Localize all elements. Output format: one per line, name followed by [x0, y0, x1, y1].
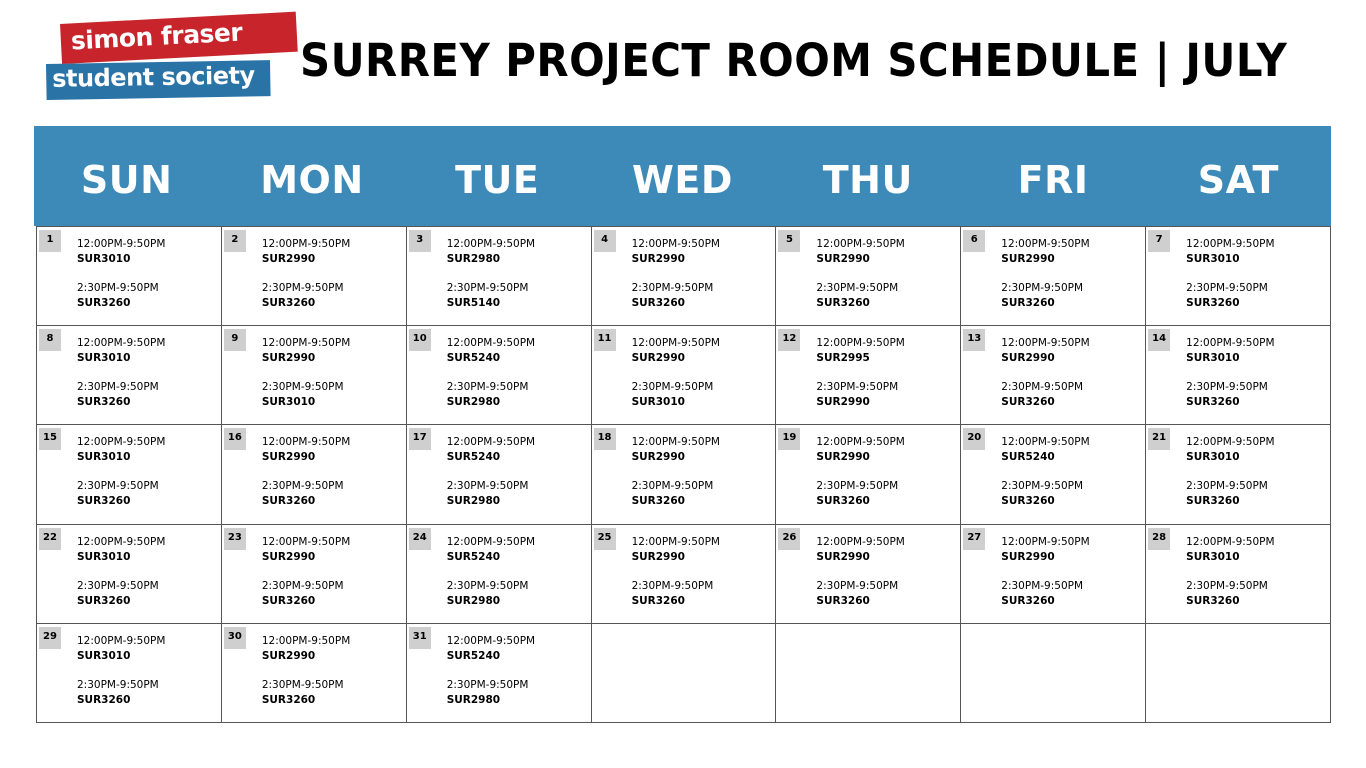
booking-room: SUR3010 — [77, 253, 131, 265]
logo-line-2: student society — [52, 61, 255, 93]
sfss-logo — [46, 17, 276, 104]
date-number: 31 — [409, 627, 431, 649]
booking-slot — [447, 579, 529, 609]
day-cell — [592, 425, 777, 524]
booking-slot — [632, 237, 720, 267]
booking-room: SUR3260 — [1186, 594, 1240, 607]
booking-time: 12:00PM-9:50PM — [1186, 238, 1275, 250]
date-number: 18 — [594, 428, 616, 450]
booking-slot — [1001, 237, 1089, 267]
date-number: 12 — [778, 329, 800, 351]
date-number: 25 — [594, 528, 616, 550]
booking-room: SUR3260 — [261, 693, 316, 706]
day-cell — [37, 425, 222, 524]
booking-time: 2:30PM-9:50PM — [77, 381, 159, 394]
booking-room: SUR2990 — [1001, 550, 1055, 563]
date-number: 15 — [39, 428, 61, 450]
booking-time: 12:00PM-9:50PM — [816, 535, 905, 548]
booking-slot — [447, 535, 535, 565]
date-number: 17 — [409, 428, 431, 450]
booking-room: SUR3010 — [77, 550, 131, 563]
booking-time: 2:30PM-9:50PM — [816, 381, 899, 394]
booking-room: SUR3260 — [77, 495, 131, 508]
weekday-tue: TUE — [455, 158, 540, 202]
booking-room: SUR3260 — [77, 594, 131, 607]
booking-slot — [77, 479, 159, 509]
booking-time: 12:00PM-9:50PM — [261, 535, 351, 548]
booking-slot — [816, 281, 898, 311]
booking-slot — [1186, 579, 1268, 609]
booking-time: 12:00PM-9:50PM — [1186, 337, 1275, 350]
page-title: SURREY PROJECT ROOM SCHEDULE | JULY — [300, 34, 1288, 87]
booking-room: SUR2995 — [816, 352, 870, 365]
booking-room: SUR3010 — [1186, 451, 1240, 464]
date-number: 20 — [963, 428, 985, 450]
empty-day-cell — [1146, 624, 1331, 723]
booking-slot — [816, 579, 898, 609]
booking-room: SUR3260 — [631, 594, 685, 607]
booking-room: SUR2990 — [631, 451, 685, 464]
day-cell — [37, 624, 222, 723]
booking-slot — [447, 678, 529, 708]
booking-room: SUR2990 — [816, 253, 870, 265]
booking-slot — [632, 435, 720, 465]
booking-time: 12:00PM-9:50PM — [1001, 238, 1090, 250]
booking-room: SUR3260 — [77, 693, 131, 706]
booking-time: 2:30PM-9:50PM — [631, 381, 714, 394]
booking-slot — [447, 380, 529, 410]
booking-time: 12:00PM-9:50PM — [631, 436, 720, 449]
day-cell — [222, 525, 407, 624]
booking-room: SUR3010 — [77, 649, 131, 662]
day-cell — [1146, 326, 1331, 425]
booking-time: 2:30PM-9:50PM — [446, 579, 529, 592]
booking-time: 12:00PM-9:50PM — [816, 238, 905, 250]
booking-room: SUR3010 — [631, 396, 685, 409]
booking-slot — [262, 479, 344, 509]
booking-time: 2:30PM-9:50PM — [816, 579, 899, 592]
logo-line-1: simon fraser — [70, 17, 243, 56]
booking-time: 12:00PM-9:50PM — [446, 634, 536, 647]
day-cell — [961, 525, 1146, 624]
day-cell — [37, 525, 222, 624]
booking-slot — [816, 435, 904, 465]
day-cell — [961, 227, 1146, 326]
booking-slot — [262, 579, 344, 609]
booking-time: 12:00PM-9:50PM — [1001, 436, 1090, 449]
booking-slot — [262, 281, 344, 311]
booking-slot — [632, 579, 714, 609]
day-cell — [222, 425, 407, 524]
booking-room: SUR2990 — [816, 550, 870, 563]
booking-room: SUR2980 — [446, 693, 501, 706]
booking-room: SUR3260 — [261, 297, 316, 309]
booking-room: SUR2980 — [446, 495, 501, 508]
booking-slot — [447, 336, 535, 366]
booking-slot — [1186, 535, 1274, 565]
booking-slot — [77, 678, 159, 708]
booking-time: 12:00PM-9:50PM — [261, 436, 351, 449]
date-number: 9 — [224, 329, 246, 351]
day-cell — [222, 227, 407, 326]
booking-time: 2:30PM-9:50PM — [1001, 381, 1084, 394]
date-number: 2 — [224, 230, 246, 252]
booking-room: SUR3010 — [261, 396, 316, 409]
day-cell — [407, 326, 592, 425]
booking-slot — [447, 281, 529, 311]
date-number: 7 — [1148, 230, 1170, 252]
date-number: 14 — [1148, 329, 1170, 351]
booking-time: 2:30PM-9:50PM — [816, 282, 899, 294]
booking-slot — [1001, 479, 1083, 509]
booking-room: SUR3260 — [77, 297, 131, 309]
date-number: 22 — [39, 528, 61, 550]
booking-slot — [262, 237, 350, 267]
booking-slot — [632, 479, 714, 509]
booking-time: 12:00PM-9:50PM — [446, 238, 536, 250]
date-number: 23 — [224, 528, 246, 550]
booking-time: 2:30PM-9:50PM — [631, 282, 714, 294]
booking-time: 12:00PM-9:50PM — [77, 634, 166, 647]
date-number: 24 — [409, 528, 431, 550]
booking-slot — [447, 479, 529, 509]
booking-room: SUR5240 — [446, 649, 501, 662]
day-cell — [407, 227, 592, 326]
booking-slot — [816, 380, 898, 410]
booking-time: 12:00PM-9:50PM — [77, 535, 166, 548]
booking-room: SUR3260 — [1186, 396, 1240, 409]
booking-time: 12:00PM-9:50PM — [1186, 535, 1275, 548]
empty-day-cell — [776, 624, 961, 723]
date-number: 27 — [963, 528, 985, 550]
booking-room: SUR3010 — [77, 451, 131, 464]
booking-slot — [1186, 435, 1274, 465]
booking-room: SUR2990 — [261, 649, 316, 662]
booking-time: 2:30PM-9:50PM — [446, 678, 529, 691]
booking-time: 2:30PM-9:50PM — [631, 579, 714, 592]
booking-time: 2:30PM-9:50PM — [261, 480, 344, 493]
booking-room: SUR2990 — [631, 352, 685, 365]
booking-room: SUR3260 — [261, 594, 316, 607]
booking-room: SUR3260 — [1001, 396, 1055, 409]
booking-room: SUR3260 — [816, 594, 870, 607]
booking-time: 2:30PM-9:50PM — [1001, 282, 1084, 294]
booking-room: SUR2990 — [631, 253, 685, 265]
booking-slot — [1001, 336, 1089, 366]
booking-slot — [262, 380, 344, 410]
booking-room: SUR3010 — [77, 352, 131, 365]
booking-room: SUR5140 — [446, 297, 501, 309]
weekday-sun: SUN — [80, 158, 173, 202]
booking-slot — [77, 380, 159, 410]
day-cell — [592, 326, 777, 425]
booking-room: SUR3260 — [816, 495, 870, 508]
booking-slot — [262, 678, 344, 708]
booking-time: 2:30PM-9:50PM — [1186, 579, 1268, 592]
booking-slot — [816, 336, 904, 366]
day-cell — [1146, 525, 1331, 624]
logo-bottom-band — [46, 60, 271, 100]
booking-time: 12:00PM-9:50PM — [446, 535, 536, 548]
weekday-sat: SAT — [1197, 158, 1279, 202]
date-number: 6 — [963, 230, 985, 252]
booking-slot — [262, 634, 350, 664]
booking-slot — [816, 237, 904, 267]
day-cell — [222, 624, 407, 723]
booking-slot — [1001, 435, 1089, 465]
booking-room: SUR2990 — [261, 550, 316, 563]
day-cell — [592, 525, 777, 624]
day-cell — [407, 525, 592, 624]
booking-time: 2:30PM-9:50PM — [77, 678, 159, 691]
booking-time: 2:30PM-9:50PM — [446, 381, 529, 394]
booking-time: 2:30PM-9:50PM — [631, 480, 714, 493]
day-cell — [961, 425, 1146, 524]
booking-time: 12:00PM-9:50PM — [816, 436, 905, 449]
booking-slot — [1001, 380, 1083, 410]
booking-slot — [816, 535, 904, 565]
booking-slot — [77, 579, 159, 609]
date-number: 4 — [594, 230, 616, 252]
booking-room: SUR2990 — [1001, 352, 1055, 365]
booking-room: SUR5240 — [446, 550, 501, 563]
weekday-mon: MON — [260, 158, 364, 202]
booking-time: 12:00PM-9:50PM — [1186, 436, 1275, 449]
booking-room: SUR2990 — [261, 352, 316, 365]
booking-slot — [262, 435, 350, 465]
booking-room: SUR3260 — [77, 396, 131, 409]
booking-slot — [262, 336, 350, 366]
weekday-header — [34, 126, 1331, 226]
booking-time: 12:00PM-9:50PM — [261, 238, 351, 250]
booking-room: SUR5240 — [446, 451, 501, 464]
schedule-calendar — [36, 126, 1331, 723]
date-number: 8 — [39, 329, 61, 351]
day-cell — [222, 326, 407, 425]
logo-top-band — [60, 12, 298, 64]
day-cell — [776, 326, 961, 425]
booking-room: SUR3260 — [631, 297, 685, 309]
booking-time: 12:00PM-9:50PM — [1001, 535, 1090, 548]
booking-slot — [1186, 336, 1274, 366]
date-number: 10 — [409, 329, 431, 351]
booking-time: 12:00PM-9:50PM — [631, 238, 720, 250]
booking-slot — [1186, 281, 1268, 311]
booking-time: 2:30PM-9:50PM — [77, 282, 159, 294]
booking-room: SUR2990 — [631, 550, 685, 563]
booking-room: SUR3010 — [1186, 253, 1240, 265]
booking-room: SUR3260 — [1186, 495, 1240, 508]
booking-time: 12:00PM-9:50PM — [77, 337, 166, 350]
booking-slot — [632, 281, 714, 311]
booking-slot — [447, 237, 535, 267]
empty-day-cell — [961, 624, 1146, 723]
booking-room: SUR2990 — [1001, 253, 1055, 265]
booking-time: 12:00PM-9:50PM — [446, 436, 536, 449]
date-number: 30 — [224, 627, 246, 649]
booking-room: SUR2980 — [446, 594, 501, 607]
booking-room: SUR3260 — [1186, 297, 1240, 309]
booking-time: 2:30PM-9:50PM — [816, 480, 899, 493]
booking-slot — [1001, 579, 1083, 609]
booking-room: SUR3260 — [1001, 594, 1055, 607]
booking-slot — [447, 435, 535, 465]
day-cell — [776, 227, 961, 326]
date-number: 1 — [39, 230, 61, 252]
booking-slot — [77, 336, 165, 366]
booking-room: SUR2990 — [816, 396, 870, 409]
booking-slot — [77, 435, 165, 465]
booking-time: 12:00PM-9:50PM — [631, 337, 720, 350]
day-cell — [407, 425, 592, 524]
booking-time: 12:00PM-9:50PM — [446, 337, 536, 350]
booking-time: 2:30PM-9:50PM — [261, 381, 344, 394]
day-cell — [776, 525, 961, 624]
booking-slot — [447, 634, 535, 664]
booking-slot — [77, 535, 165, 565]
booking-slot — [1001, 281, 1083, 311]
booking-room: SUR5240 — [446, 352, 501, 365]
booking-time: 2:30PM-9:50PM — [77, 480, 159, 493]
booking-slot — [816, 479, 898, 509]
booking-time: 2:30PM-9:50PM — [77, 579, 159, 592]
date-number: 11 — [594, 329, 616, 351]
booking-room: SUR3260 — [1001, 495, 1055, 508]
booking-time: 2:30PM-9:50PM — [1186, 282, 1268, 294]
booking-time: 2:30PM-9:50PM — [261, 282, 344, 294]
booking-room: SUR2990 — [261, 253, 316, 265]
booking-time: 2:30PM-9:50PM — [1186, 381, 1268, 394]
date-number: 21 — [1148, 428, 1170, 450]
day-cell — [776, 425, 961, 524]
booking-slot — [77, 634, 165, 664]
booking-room: SUR2980 — [446, 396, 501, 409]
day-cell — [407, 624, 592, 723]
booking-slot — [632, 380, 714, 410]
booking-time: 12:00PM-9:50PM — [631, 535, 720, 548]
booking-slot — [1186, 479, 1268, 509]
empty-day-cell — [592, 624, 777, 723]
booking-room: SUR3010 — [1186, 550, 1240, 563]
booking-slot — [1186, 380, 1268, 410]
booking-time: 2:30PM-9:50PM — [446, 480, 529, 493]
booking-room: SUR2990 — [816, 451, 870, 464]
day-cell — [37, 326, 222, 425]
day-cell — [37, 227, 222, 326]
date-number: 16 — [224, 428, 246, 450]
booking-room: SUR3260 — [1001, 297, 1055, 309]
day-cell — [592, 227, 777, 326]
booking-time: 12:00PM-9:50PM — [816, 337, 905, 350]
booking-time: 12:00PM-9:50PM — [77, 238, 166, 250]
booking-room: SUR3260 — [816, 297, 870, 309]
booking-time: 2:30PM-9:50PM — [261, 579, 344, 592]
booking-time: 2:30PM-9:50PM — [1001, 579, 1084, 592]
booking-time: 2:30PM-9:50PM — [1186, 480, 1268, 493]
date-number: 28 — [1148, 528, 1170, 550]
date-number: 19 — [778, 428, 800, 450]
booking-slot — [77, 281, 159, 311]
booking-slot — [1186, 237, 1274, 267]
calendar-grid — [36, 226, 1331, 723]
booking-time: 12:00PM-9:50PM — [261, 634, 351, 647]
booking-room: SUR5240 — [1001, 451, 1055, 464]
booking-time: 12:00PM-9:50PM — [1001, 337, 1090, 350]
booking-slot — [1001, 535, 1089, 565]
weekday-thu: THU — [822, 158, 913, 202]
booking-room: SUR3260 — [631, 495, 685, 508]
weekday-fri: FRI — [1017, 158, 1089, 202]
booking-room: SUR3010 — [1186, 352, 1240, 365]
date-number: 29 — [39, 627, 61, 649]
booking-slot — [632, 535, 720, 565]
day-cell — [961, 326, 1146, 425]
booking-slot — [632, 336, 720, 366]
date-number: 13 — [963, 329, 985, 351]
booking-room: SUR3260 — [261, 495, 316, 508]
booking-room: SUR2980 — [446, 253, 501, 265]
day-cell — [1146, 227, 1331, 326]
booking-time: 2:30PM-9:50PM — [1001, 480, 1084, 493]
date-number: 3 — [409, 230, 431, 252]
booking-slot — [77, 237, 165, 267]
booking-time: 2:30PM-9:50PM — [261, 678, 344, 691]
date-number: 26 — [778, 528, 800, 550]
date-number: 5 — [778, 230, 800, 252]
booking-time: 12:00PM-9:50PM — [261, 337, 351, 350]
weekday-wed: WED — [632, 158, 733, 202]
day-cell — [1146, 425, 1331, 524]
booking-time: 12:00PM-9:50PM — [77, 436, 166, 449]
booking-slot — [262, 535, 350, 565]
booking-room: SUR2990 — [261, 451, 316, 464]
booking-time: 2:30PM-9:50PM — [446, 282, 529, 294]
